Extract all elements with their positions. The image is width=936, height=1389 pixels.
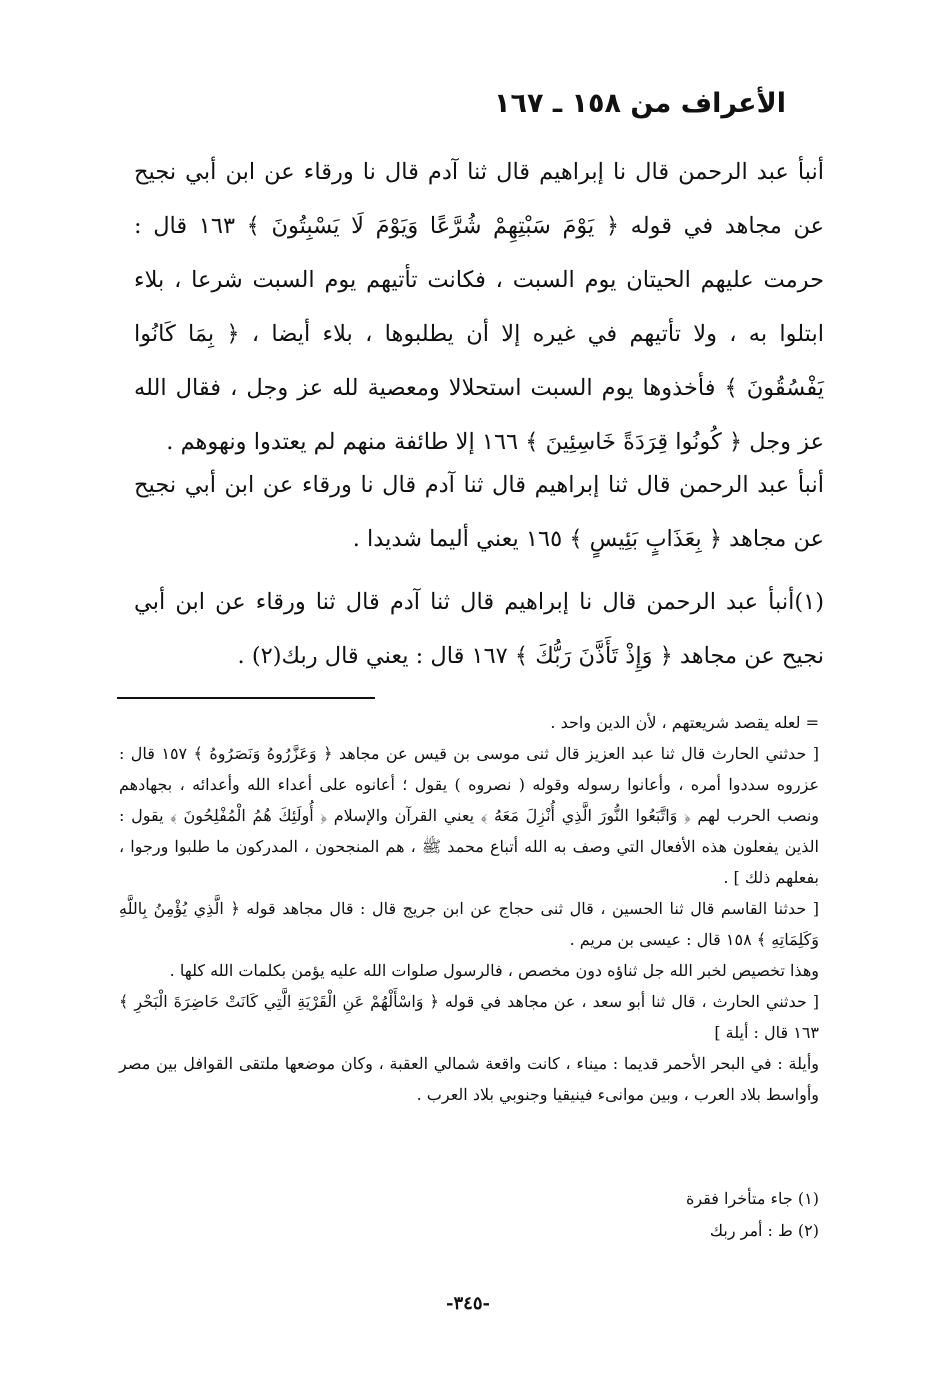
note-line: [ حدثنا القاسم قال ثنا الحسين ، قال ثنى حجاج عن ابن جريج قال : قال مجاهد قوله ﴿ الَّذِي يُؤْمِنُ بِاللَّهِ وَكَلِمَاتِهِ ﴾ ١٥٨ قال : عيسى بن مريم . [119,899,819,949]
main-paragraph-2 [134,458,824,566]
page-number: -٣٤٥- [446,1293,490,1314]
note-line: [ حدثني الحارث قال ثنا عبد العزيز قال ثنى موسى بن قيس عن مجاهد ﴿ وَعَزَّرُوهُ وَنَصَرُوهُ ﴾ ١٥٧ قال : عزروه سددوا أمره ، وأعانوا رسوله وقوله ( نصروه ) يقول ؛ أعانوه على أعداء الله وأعدائه ، بجهادهم ونصب الحرب لهم ﴿ وَاتَّبَعُوا النُّورَ الَّذِي أُنْزِلَ مَعَهُ ﴾ يعني القرآن والإسلام ﴿ أُولَئِكَ هُمُ الْمُفْلِحُونَ ﴾ يقول : الذين يفعلون هذه الأفعال التي وصف به الله أتباع محمد ﷺ ، هم المنجحون ، المدركون ما طلبوا ورجوا ، بفعلهم ذلك ] . [119,744,820,887]
page-heading: الأعراف من ١٥٨ ـ ١٦٧ [494,88,786,119]
note-line: وهذا تخصيص لخبر الله جل ثناؤه دون مخصص ، فالرسول صلوات الله عليه يؤمن بكلمات الله كلها . [169,961,819,980]
main-paragraph-1 [134,145,824,469]
footnote-1: (١) جاء متأخرا فقرة [685,1189,819,1208]
paragraph-text: أنبأ عبد الرحمن قال ثنا إبراهيم قال ثنا آدم قال نا ورقاء عن ابن أبي نجيح عن مجاهد ﴿ بِعَذَابٍ بَئِيسٍ ﴾ ١٦٥ يعني أليما شديدا . [134,472,824,552]
footnotes [419,1183,819,1247]
main-paragraph-3 [134,575,824,683]
note-line: = لعله يقصد شريعتهم ، لأن الدين واحد . [550,713,819,732]
paragraph-text: (١)أنبأ عبد الرحمن قال نا إبراهيم قال ثنا آدم قال ثنا ورقاء عن ابن أبي نجيح عن مجاهد ﴿ وَإِذْ تَأَذَّنَ رَبُّكَ ﴾ ١٦٧ قال : يعني قال ربك(٢) . [134,589,824,669]
note-line: وأيلة : في البحر الأحمر قديما : ميناء ، كانت واقعة شمالي العقبة ، وكان موضعها ملتقى القوافل بين مصر وأواسط بلاد العرب ، وبين موانىء فينيقيا وجنوبي بلاد العرب . [119,1054,819,1104]
footnote-divider [117,697,375,699]
paragraph-text: أنبأ عبد الرحمن قال نا إبراهيم قال ثنا آدم قال نا ورقاء عن ابن أبي نجيح عن مجاهد في قوله ﴿ يَوْمَ سَبْتِهِمْ شُرَّعًا وَيَوْمَ لَا يَسْبِتُونَ ﴾ ١٦٣ قال : حرمت عليهم الحيتان يوم السبت ، فكانت تأتيهم يوم السبت شرعا ، بلاء ابتلوا به ، ولا تأتيهم في غيره إلا أن يطلبوها ، بلاء أيضا ، ﴿ بِمَا كَانُوا يَفْسُقُونَ ﴾ فأخذوها يوم السبت استحلالا ومعصية لله عز وجل ، فقال الله عز وجل ﴿ كُونُوا قِرَدَةً خَاسِئِينَ ﴾ ١٦٦ إلا طائفة منهم لم يعتدوا ونهوهم . [134,159,825,455]
note-line: [ حدثني الحارث ، قال ثنا أبو سعد ، عن مجاهد في قوله ﴿ وَاسْأَلْهُمْ عَنِ الْقَرْيَةِ الَّتِي كَانَتْ حَاضِرَةَ الْبَحْرِ ﴾ ١٦٣ قال : أيلة ] [119,992,819,1042]
footnote-2: (٢) ط : أمر ربك [709,1221,819,1240]
commentary-notes [119,707,819,1110]
